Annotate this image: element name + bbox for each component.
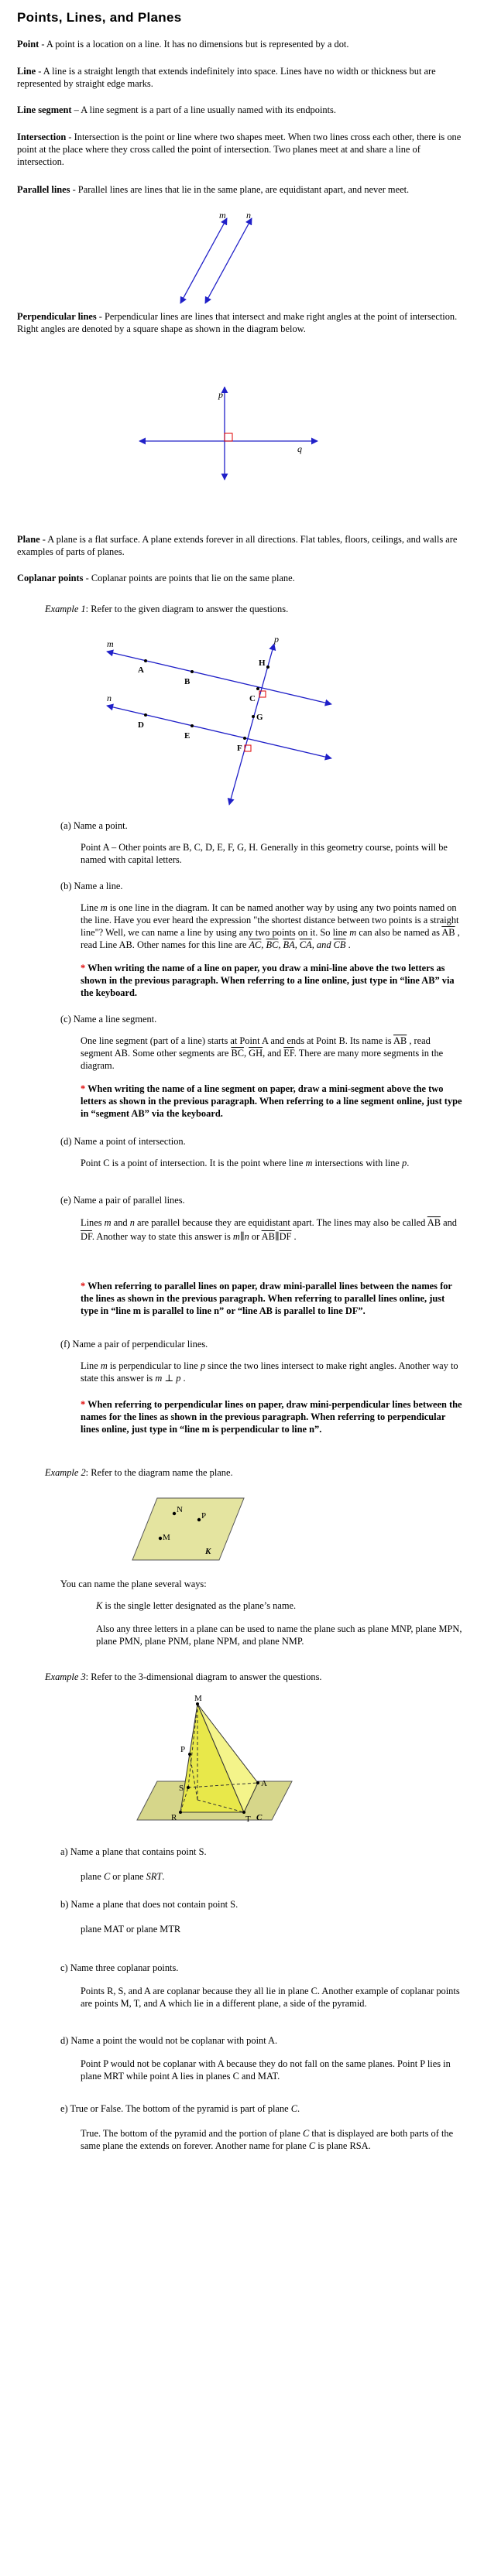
ex1-e-and: and: [111, 1217, 130, 1228]
ex3-e-t2: that is displayed are both parts of the same plane the extends on forever. Another name for plane: [81, 2128, 454, 2151]
ex3-a-t2: or plane: [110, 1871, 146, 1882]
ex3-ans-a: [81, 1871, 464, 1883]
def-plane: [17, 534, 466, 559]
term-intersection: Intersection: [17, 132, 67, 142]
plane-k-shape: [132, 1498, 244, 1560]
ex3-q-c: c) Name three coplanar points.: [60, 1962, 179, 1973]
ex1-d-p: p: [402, 1158, 407, 1168]
ex1-d-t2: intersections with line: [312, 1158, 403, 1168]
def-intersection: [17, 132, 466, 169]
ex1-note-f-text: When referring to perpendicular lines on paper, draw mini-perpendicular lines between the names for the lines as shown in the previous paragraph. When referring to perpendicular lines online, just type in “line m is perpendicular to line n”.: [81, 1399, 462, 1435]
ex3-e-t1: True. The bottom of the pyramid and the portion of plane: [81, 2128, 303, 2139]
ex3-ans-e: [81, 2128, 464, 2153]
point-a: A: [138, 665, 144, 675]
ex1-c-t1: One line segment (part of a line) starts at Point A and ends at Point B. Its name is: [81, 1035, 394, 1046]
ex1-b-ba: $\overline{BA}$: [283, 939, 295, 950]
ex1-ans-a: Point A – Other points are B, C, D, E, F, G, H. Generally in this geometry course, points will be named with capital letters.: [81, 842, 448, 865]
example2-intro: [45, 1467, 467, 1480]
ex1-b-m2: m: [349, 926, 357, 938]
ex1-e-t3: are parallel because they are equidistant apart. The lines may also be called: [134, 1217, 427, 1228]
ex1-note-f: [81, 1399, 464, 1436]
label-m-ex1: m: [107, 638, 114, 649]
perpendicular-lines-diagram: [132, 379, 325, 487]
def-plane-text: - A plane is a flat surface. A plane extends forever in all directions. Flat tables, floors, ceilings, and walls are examples of parts of planes.: [17, 534, 458, 557]
def-point: [17, 39, 466, 51]
pyr-point-m: M: [194, 1694, 202, 1703]
ex3-a-t3: .: [162, 1871, 165, 1882]
def-segment-text: – A line segment is a part of a line usually named with its endpoints.: [71, 104, 336, 115]
ex1-b-t3: can also be named as: [356, 926, 442, 938]
ex1-e-m2: m: [232, 1230, 240, 1242]
ex1-q-e: (e) Name a pair of parallel lines.: [60, 1195, 185, 1206]
ex1-f-t4: .: [180, 1372, 186, 1384]
note-star: *: [81, 1399, 88, 1410]
ex3-q-d: d) Name a point the would not be coplanar with point A.: [60, 2035, 278, 2046]
label-n: n: [246, 210, 251, 221]
ex1-e-par2: ∥: [274, 1230, 280, 1242]
ex1-f-t3: since the two lines intersect to make right angles. Another way to state this answer is: [81, 1360, 458, 1384]
ex3-e-c2: C: [308, 2140, 316, 2151]
example3-intro-text: : Refer to the 3-dimensional diagram to answer the questions.: [85, 1671, 322, 1682]
ex1-note-e-text: When referring to parallel lines on paper, draw mini-parallel lines between the names for the lines as shown in the previous paragraph. When referring to parallel lines online, just type in “line m is parallel to line n” or “line AB is parallel to line DF”.: [81, 1281, 452, 1316]
ex1-e-t5: .: [291, 1230, 297, 1242]
ex1-c-gh: $\overline{GH}$: [249, 1047, 263, 1059]
plane-k-diagram: [128, 1495, 252, 1565]
note-star: *: [81, 963, 88, 973]
ex3-a-t1: plane: [81, 1871, 104, 1882]
example1-intro-text: : Refer to the given diagram to answer the questions.: [85, 604, 289, 614]
label-p-ex1: p: [274, 634, 279, 645]
ex1-ans-f: [81, 1360, 464, 1385]
ex1-e-n2: n: [244, 1230, 249, 1242]
ex1-f-t1: Line: [81, 1360, 101, 1371]
ex1-q-f: (f) Name a pair of perpendicular lines.: [60, 1339, 208, 1350]
ex1-note-b-text: When writing the name of a line on paper, you draw a mini-line above the two letters as shown in the previous paragraph. When referring to a line online, just type in “line AB” via the keyboard.: [81, 963, 455, 998]
ex1-q-b: (b) Name a line.: [60, 881, 123, 891]
point-g: G: [256, 713, 263, 722]
ex1-b-m: m: [100, 902, 108, 913]
ex1-f-m2: m: [155, 1372, 163, 1384]
ex2-ways: You can name the plane several ways:: [60, 1579, 207, 1589]
term-parallel: Parallel lines: [17, 184, 70, 195]
ex1-b-ac: $\overline{AC}$: [249, 939, 262, 950]
point-m: M: [163, 1533, 170, 1542]
point-f: F: [237, 744, 242, 753]
point-b: B: [184, 677, 191, 686]
example3-label: Example 3: [45, 1671, 86, 1682]
ex1-q-a: (a) Name a point.: [60, 820, 128, 831]
point-p: P: [201, 1511, 207, 1521]
pyr-point-r: R: [171, 1813, 177, 1822]
ex1-q-c: (c) Name a line segment.: [60, 1014, 157, 1025]
parallel-lines-diagram: [166, 209, 267, 310]
ex1-ans-c: One line segment (part of a line) starts at Point A and ends at Point B. Its name is $\overline{AB}$ , read segment AB. Some other segments are $\overline{BC}$, $\overline{GH}$, and $\overline{EF}$. There are many more segments in the diagram.: [81, 1035, 444, 1071]
ex1-e-or: or: [249, 1230, 262, 1242]
ex1-note-c-text: When writing the name of a line segment on paper, draw a mini-segment above the two letters as shown in the previous paragraph. When referring to a line segment online, just type in “segment AB” via the keyboard.: [81, 1083, 462, 1119]
line-m-ex1: [107, 652, 331, 704]
pyr-point-s: S: [179, 1784, 184, 1793]
ex3-e-t3: is plane RSA.: [315, 2140, 371, 2151]
example1-intro: [45, 604, 467, 616]
example1-label: Example 1: [45, 604, 86, 614]
ex1-f-m: m: [100, 1360, 108, 1371]
ex1-c-ef: $\overline{EF}$: [283, 1047, 294, 1059]
ex1-c-bc: $\overline{BC}$: [231, 1047, 244, 1059]
ex1-q-d: (d) Name a point of intersection.: [60, 1136, 186, 1147]
def-perpendicular-text: - Perpendicular lines are lines that intersect and make right angles at the point of intersection. Right angles are denoted by a square shape as shown in the diagram below.: [17, 311, 458, 334]
label-p: p: [218, 389, 223, 400]
ex1-e-t4: . Another way to state this answer is: [91, 1230, 233, 1242]
ex1-ans-d: [81, 1158, 464, 1170]
ex3-ans-c: Points R, S, and A are coplanar because they all lie in plane C. Another example of coplanar points are points M, T, and A which lie in a different plane, a side of the pyramid.: [81, 1986, 460, 2009]
def-line-text: - A line is a straight length that extends indefinitely into space. Lines have no width or thickness but are represented by straight edge marks.: [17, 66, 436, 89]
ex1-b-t2: is one line in the diagram. It can be named another way by using any two points named on the line. Have you ever heard the expression "the shortest distance between two points is a straight line"? Well, we can name a line by using any two points on it. So line: [81, 902, 459, 938]
ex1-b-t1: Line: [81, 902, 101, 913]
example2-intro-text: : Refer to the diagram name the plane.: [85, 1467, 233, 1478]
ex1-b-ab: $\overline{AB}$: [441, 926, 455, 938]
pyr-point-t: T: [245, 1815, 251, 1824]
ex3-ans-d: Point P would not be coplanar with A because they do not fall on the same planes. Point P lies in plane MRT while point A lies in planes C and MAT.: [81, 2058, 451, 2082]
ex1-d-m: m: [305, 1158, 313, 1168]
term-point: Point: [17, 39, 39, 50]
ex1-e-df2: $\overline{DF}$: [279, 1230, 292, 1242]
line-n: [205, 218, 252, 303]
def-point-text: - A point is a location on a line. It has no dimensions but is represented by a dot.: [39, 39, 349, 50]
point-n: N: [177, 1505, 183, 1514]
ex1-note-e: [81, 1281, 464, 1318]
ex1-c-and: , and: [263, 1047, 284, 1059]
note-star: *: [81, 1281, 88, 1291]
ex2-also: Also any three letters in a plane can be used to name the plane such as plane MNP, plane MPN, plane PMN, plane PNM, plane NPM, and plane NMP.: [96, 1623, 462, 1647]
ex2-k-letter: K: [96, 1600, 103, 1611]
ex1-e-t1: Lines: [81, 1217, 105, 1228]
ex1-c-t3: . There are many more segments in the diagram.: [81, 1047, 444, 1071]
ex1-f-p: p: [200, 1360, 206, 1371]
term-segment: Line segment: [17, 104, 72, 115]
ex3-q-e: [60, 2103, 463, 2116]
ex1-b-cb: $\overline{CB}$: [333, 939, 346, 950]
example3-intro: [45, 1671, 467, 1684]
term-coplanar: Coplanar points: [17, 573, 84, 583]
ex1-b-ca: $\overline{CA}$: [299, 939, 312, 950]
def-line: [17, 66, 466, 91]
ex1-e-m: m: [104, 1217, 112, 1228]
ex1-b-bc: $\overline{BC}$: [266, 939, 279, 950]
example1-diagram: [99, 636, 347, 810]
ex3-e-q-c: C: [290, 2103, 298, 2114]
ex1-e-ab: $\overline{AB}$: [427, 1217, 441, 1228]
pyr-point-a: A: [261, 1779, 267, 1788]
def-intersection-text: - Intersection is the point or line where two shapes meet. When two lines cross each other, there is one point at the place where they cross called the point of intersection. Two planes meet at and share a line of intersection.: [17, 132, 462, 167]
plane-c-label: C: [256, 1813, 263, 1822]
ex2-k: [96, 1600, 464, 1613]
example2-label: Example 2: [45, 1467, 86, 1478]
def-perpendicular: [17, 311, 466, 336]
ex1-b-end: .: [345, 939, 351, 950]
term-line: Line: [17, 66, 36, 77]
ex1-d-t3: .: [407, 1158, 410, 1168]
ex3-ans-b: plane MAT or plane MTR: [81, 1924, 181, 1935]
pyr-point-p: P: [180, 1745, 186, 1754]
point-h: H: [259, 659, 266, 668]
ex1-e-par: ∥: [239, 1230, 245, 1242]
label-n-ex1: n: [107, 693, 112, 703]
ex3-q-b: b) Name a plane that does not contain point S.: [60, 1899, 239, 1910]
def-parallel-text: - Parallel lines are lines that lie in the same plane, are equidistant apart, and never meet.: [70, 184, 410, 195]
term-perpendicular: Perpendicular lines: [17, 311, 97, 322]
page-title: Points, Lines, and Planes: [17, 10, 182, 25]
label-q: q: [297, 443, 302, 454]
ex1-note-c: [81, 1083, 464, 1120]
note-star: *: [81, 1083, 88, 1094]
line-m: [180, 218, 227, 303]
point-e: E: [184, 731, 191, 741]
ex1-ans-b: Line m is one line in the diagram. It can be named another way by using any two points named on the line. Have you ever heard the expression "the shortest distance between two points is a straight line"? Well, we can name a line by using any two points on it. So line m can also be named as $\overline{AB}$ , read Line AB. Other names for this line are $\overline{AC}$, $\overline{BC}$, $\overline{BA}$, $\overline{CA}$, and $\overline{CB}$ .: [81, 902, 460, 950]
ex1-d-t1: Point C is a point of intersection. It is the point where line: [81, 1158, 306, 1168]
ex1-note-b: [81, 963, 464, 1000]
ex1-e-df: $\overline{DF}$: [81, 1230, 92, 1242]
ex3-e-q-text: e) True or False. The bottom of the pyramid is part of plane: [60, 2103, 291, 2114]
ex1-c-ab: $\overline{AB}$: [393, 1035, 407, 1046]
ex3-a-c: C: [103, 1871, 111, 1882]
term-plane: Plane: [17, 534, 40, 545]
ex3-e-c: C: [303, 2128, 310, 2139]
ex1-ans-e: [81, 1216, 464, 1244]
ex1-f-p2: p: [176, 1372, 181, 1384]
ex1-f-t2: is perpendicular to line: [107, 1360, 201, 1371]
ex3-q-a: a) Name a plane that contains point S.: [60, 1846, 207, 1857]
def-coplanar: [17, 573, 466, 585]
label-m: m: [219, 210, 226, 221]
ex1-c-t2: , read segment AB. Some other segments are: [81, 1035, 431, 1059]
ex3-e-q-end: .: [297, 2103, 300, 2114]
ex3-a-srt: SRT: [146, 1871, 163, 1882]
point-d: D: [138, 720, 144, 730]
ex1-b-t4: , read Line AB. Other names for this line are: [81, 926, 460, 950]
ex1-e-n: n: [129, 1217, 135, 1228]
ex1-e-and2: and: [440, 1217, 457, 1228]
line-n-ex1: [107, 706, 331, 758]
ex1-e-ab2: $\overline{AB}$: [261, 1230, 275, 1242]
def-coplanar-text: - Coplanar points are points that lie on the same plane.: [83, 573, 295, 583]
pyramid-diagram: [120, 1696, 314, 1828]
ex1-f-perp: ⊥: [164, 1372, 174, 1384]
def-segment: [17, 104, 466, 117]
plane-k-label: K: [205, 1547, 211, 1556]
def-parallel: [17, 184, 466, 197]
ex2-k-text: is the single letter designated as the plane’s name.: [102, 1600, 297, 1611]
right-angle-mark: [225, 433, 232, 441]
point-c: C: [249, 694, 256, 703]
